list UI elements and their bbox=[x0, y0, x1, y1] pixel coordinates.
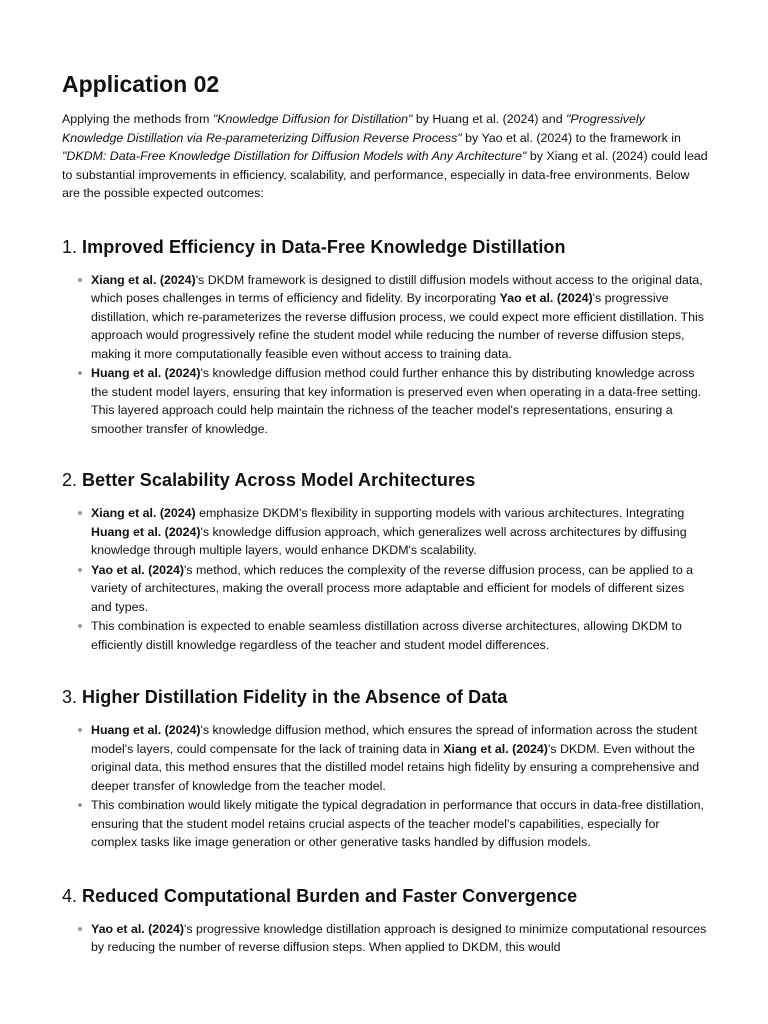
section-higher-fidelity bbox=[62, 685, 708, 852]
author-ref: Yao et al. (2024) bbox=[91, 921, 184, 936]
section-improved-efficiency bbox=[62, 235, 708, 439]
item-text: 's knowledge diffusion approach, which generalizes well across architectures by diffusing knowledge through multiple layers, would enhance DKDM's scalability. bbox=[91, 524, 687, 558]
section-heading bbox=[62, 468, 708, 492]
author-ref: Huang et al. (2024) bbox=[91, 524, 201, 539]
item-text: 's DKDM. Even without the original data, this method ensures that the distilled model retains high fidelity by ensuring a comprehensive and deeper transfer of knowledge from the teacher model. bbox=[91, 741, 700, 793]
section-number: 2. bbox=[62, 470, 78, 491]
list-item bbox=[91, 796, 708, 852]
bullet-list bbox=[62, 271, 708, 439]
bullet-icon bbox=[78, 371, 82, 375]
paper-title-xiang: "DKDM: Data-Free Knowledge Distillation for Diffusion Models with Any Architecture" bbox=[62, 149, 527, 164]
bullet-icon bbox=[78, 927, 82, 931]
list-item bbox=[91, 504, 708, 560]
paper-title-yao: "Progressively Knowledge Distillation via Re-parameterizing Diffusion Reverse Process" bbox=[62, 112, 645, 145]
section-title: Reduced Computational Burden and Faster Convergence bbox=[82, 885, 578, 906]
author-ref: Yao et al. (2024) bbox=[91, 562, 184, 577]
bullet-list bbox=[62, 721, 708, 852]
item-text: 's progressive distillation, which re-parameterizes the reverse diffusion process, we could expect more efficient distillation. This approach would progressively refine the student model while reducing the number of reverse diffusion steps, making it more computationally feasible even without access to training data. bbox=[91, 291, 704, 361]
section-heading bbox=[62, 685, 708, 709]
intro-paragraph bbox=[62, 110, 708, 203]
list-item bbox=[91, 271, 708, 364]
intro-text: by Huang et al. (2024) and bbox=[412, 112, 567, 126]
item-text: 's DKDM framework is designed to distill diffusion models without access to the original data, which poses challenges in terms of efficiency and fidelity. By incorporating bbox=[91, 272, 703, 306]
author-ref: Xiang et al. (2024) bbox=[443, 741, 548, 756]
section-title: Better Scalability Across Model Architectures bbox=[82, 470, 476, 491]
bullet-icon bbox=[78, 803, 82, 807]
bullet-icon bbox=[78, 278, 82, 282]
section-title: Higher Distillation Fidelity in the Absence of Data bbox=[82, 687, 508, 708]
author-ref: Huang et al. (2024) bbox=[91, 723, 201, 738]
list-item bbox=[91, 721, 708, 795]
section-number: 4. bbox=[62, 885, 78, 906]
item-text: 's progressive knowledge distillation approach is designed to minimize computational resources by reducing the number of reverse diffusion steps. When applied to DKDM, this would bbox=[91, 921, 707, 955]
section-title: Improved Efficiency in Data-Free Knowledge Distillation bbox=[82, 236, 566, 257]
bullet-icon bbox=[78, 511, 82, 515]
item-text: This combination is expected to enable seamless distillation across diverse architectures, allowing DKDM to efficiently distill knowledge regardless of the teacher and student model differences. bbox=[91, 619, 682, 652]
item-text: This combination would likely mitigate the typical degradation in performance that occurs in data-free distillation, ensuring that the student model retains crucial aspects of the teacher model's capabilities, especially for complex tasks like image generation or other generative tasks handled by diffusion models. bbox=[91, 798, 704, 850]
author-ref: Xiang et al. (2024) bbox=[91, 506, 196, 521]
section-heading bbox=[62, 235, 708, 259]
list-item bbox=[91, 561, 708, 617]
bullet-icon bbox=[78, 728, 82, 732]
author-ref: Xiang et al. (2024) bbox=[91, 272, 196, 287]
item-text: 's method, which reduces the complexity of the reverse diffusion process, can be applied to a variety of architectures, making the overall process more adaptable and efficient for models of different sizes and types. bbox=[91, 562, 694, 614]
list-item bbox=[91, 920, 708, 957]
author-ref: Huang et al. (2024) bbox=[91, 366, 201, 381]
bullet-list bbox=[62, 920, 708, 957]
section-number: 1. bbox=[62, 236, 78, 257]
section-heading bbox=[62, 884, 708, 908]
list-item bbox=[91, 364, 708, 438]
intro-text: by Xiang et al. (2024) could lead to substantial improvements in efficiency, scalability, and performance, especially in data-free environments. Below are the possible expected outcomes: bbox=[62, 149, 708, 201]
section-number: 3. bbox=[62, 687, 78, 708]
page-title: Application 02 bbox=[62, 71, 220, 97]
list-item bbox=[91, 617, 708, 654]
section-better-scalability bbox=[62, 468, 708, 654]
intro-text: Applying the methods from bbox=[62, 112, 213, 126]
intro-text: by Yao et al. (2024) to the framework in bbox=[461, 130, 681, 145]
item-text: 's knowledge diffusion method, which ensures the spread of information across the student model's layers, could compensate for the lack of training data in bbox=[91, 723, 698, 756]
author-ref: Yao et al. (2024) bbox=[499, 291, 593, 306]
section-reduced-burden bbox=[62, 884, 708, 957]
bullet-list bbox=[62, 504, 708, 654]
bullet-icon bbox=[78, 568, 82, 572]
item-text: 's knowledge diffusion method could further enhance this by distributing knowledge across the student model layers, ensuring that key information is preserved even when operating in a data-free setting. This layered approach could help maintain the richness of the teacher model's representations, ensuring a smoother transfer of knowledge. bbox=[91, 366, 702, 436]
paper-title-huang: "Knowledge Diffusion for Distillation" bbox=[212, 112, 413, 126]
item-text: emphasize DKDM's flexibility in supporting models with various architectures. Integrating bbox=[195, 506, 685, 521]
bullet-icon bbox=[78, 624, 82, 628]
